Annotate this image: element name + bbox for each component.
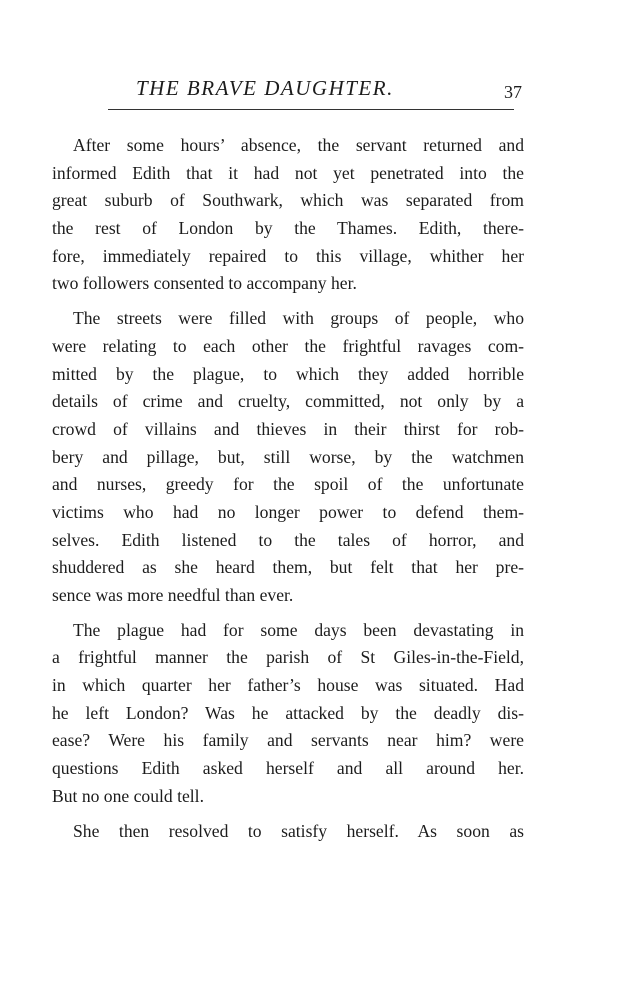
text-line: informed Edith that it had not yet penetrated into the (52, 162, 524, 183)
text-line: crowd of villains and thieves in their thirst for rob- (52, 418, 524, 439)
body-text (52, 132, 524, 845)
text-line: sence was more needful than ever. (52, 585, 294, 605)
text-line: selves. Edith listened to the tales of horror, and (52, 529, 524, 550)
text-line: The plague had for some days been devastating in (73, 619, 524, 640)
text-line: he left London? Was he attacked by the deadly dis- (52, 702, 524, 723)
running-title: THE BRAVE DAUGHTER. (136, 76, 394, 100)
text-line: and nurses, greedy for the spoil of the unfortunate (52, 474, 524, 495)
text-line: ease? Were his family and servants near him? were (52, 730, 524, 751)
text-line: questions Edith asked herself and all around her. (52, 758, 524, 779)
text-line: were relating to each other the frightful ravages com- (52, 335, 524, 356)
text-line: great suburb of Southwark, which was separated from (52, 190, 524, 211)
paragraph (52, 617, 524, 811)
header-rule (108, 109, 514, 110)
page-number: 37 (504, 82, 522, 102)
text-line: two followers consented to accompany her. (52, 273, 357, 294)
paragraph (52, 305, 524, 610)
text-line: The streets were filled with groups of people, who (73, 308, 524, 329)
text-line: in which quarter her father’s house was situated. Had (52, 675, 524, 696)
text-line: the rest of London by the Thames. Edith, there- (52, 218, 524, 239)
text-line: victims who had no longer power to defend them- (52, 501, 524, 522)
text-line: mitted by the plague, to which they added horrible (52, 363, 524, 384)
text-line: After some hours’ absence, the servant returned and (73, 135, 524, 155)
text-line: shuddered as she heard them, but felt that her pre- (52, 557, 524, 578)
text-line: fore, immediately repaired to this village, whither her (52, 245, 524, 266)
text-line: details of crime and cruelty, committed, not only by a (52, 391, 524, 412)
page-header (108, 76, 528, 112)
paragraph (52, 132, 524, 298)
text-line: She then resolved to satisfy herself. As soon as (73, 820, 524, 841)
text-line: But no one could tell. (52, 785, 204, 806)
text-line: a frightful manner the parish of St Giles-in-the-Field, (52, 647, 524, 668)
text-line: bery and pillage, but, still worse, by the watchmen (52, 446, 524, 467)
paragraph (52, 818, 524, 846)
